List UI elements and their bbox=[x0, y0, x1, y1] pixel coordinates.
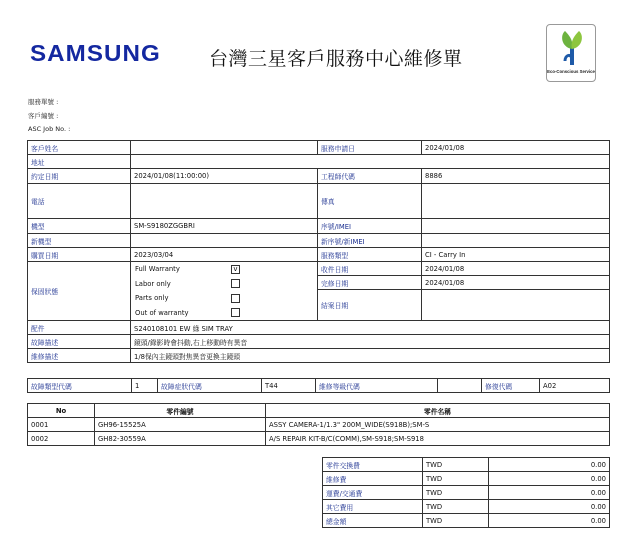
warranty-options bbox=[131, 262, 318, 321]
new-serial-value bbox=[422, 234, 610, 248]
service-order-label: 服務單號 : bbox=[28, 98, 59, 106]
repair-level-value bbox=[438, 379, 482, 393]
asc-job-label: ASC Job No. : bbox=[28, 125, 71, 133]
phone-label: 電話 bbox=[28, 184, 131, 219]
serial-label: 序號/IMEI bbox=[318, 219, 422, 234]
fee-currency: TWD bbox=[423, 472, 489, 486]
eco-conscious-badge bbox=[546, 24, 596, 82]
fault-symptom-label: 故障症狀代碼 bbox=[158, 379, 262, 393]
column-header-part-name: 零件名稱 bbox=[266, 404, 610, 418]
customer-name-value bbox=[131, 141, 318, 155]
table-row bbox=[28, 219, 610, 234]
table-row bbox=[28, 379, 610, 393]
fee-amount: 0.00 bbox=[489, 472, 610, 486]
page-title: 台灣三星客戶服務中心維修單 bbox=[209, 48, 463, 70]
warranty-option bbox=[135, 291, 314, 306]
table-row bbox=[28, 262, 610, 276]
table-row bbox=[28, 184, 610, 219]
part-no-cell: 0002 bbox=[28, 432, 95, 446]
warranty-option bbox=[135, 277, 314, 292]
model-value: SM-S9180ZGGBRI bbox=[131, 219, 318, 234]
appointment-label: 約定日期 bbox=[28, 169, 131, 184]
fee-amount: 0.00 bbox=[489, 500, 610, 514]
parts-table bbox=[27, 403, 610, 446]
fault-symptom-value: T44 bbox=[262, 379, 316, 393]
accessory-label: 配件 bbox=[28, 321, 131, 335]
fee-total-label: 總金額 bbox=[323, 514, 423, 528]
accessory-value: S240108101 EW 綠 SIM TRAY bbox=[131, 321, 610, 335]
table-row bbox=[28, 418, 610, 432]
appointment-value: 2024/01/08(11:00:00) bbox=[131, 169, 318, 184]
eco-leaf-icon bbox=[547, 25, 597, 69]
table-row bbox=[28, 155, 610, 169]
samsung-logo: SAMSUNG bbox=[30, 40, 161, 66]
customer-name-label: 客戶姓名 bbox=[28, 141, 131, 155]
table-row bbox=[28, 432, 610, 446]
fee-label: 維修費 bbox=[323, 472, 423, 486]
service-date-value: 2024/01/08 bbox=[422, 141, 610, 155]
part-no-cell: 0001 bbox=[28, 418, 95, 432]
fee-currency: TWD bbox=[423, 500, 489, 514]
table-row bbox=[323, 486, 610, 500]
service-date-label: 服務申請日 bbox=[318, 141, 422, 155]
fee-amount: 0.00 bbox=[489, 486, 610, 500]
codes-table bbox=[27, 378, 610, 393]
fault-type-label: 故障類型代碼 bbox=[28, 379, 132, 393]
address-value bbox=[131, 155, 610, 169]
engineer-label: 工程師代碼 bbox=[318, 169, 422, 184]
warranty-label: 保固狀態 bbox=[28, 262, 131, 321]
warranty-option-label: Parts only bbox=[135, 294, 169, 303]
part-number-cell: GH96-15525A bbox=[95, 418, 266, 432]
symptom-value: 鏡頭/錄影時會抖動,右上移動時有異音 bbox=[131, 335, 610, 349]
closed-label: 結案日期 bbox=[318, 290, 422, 321]
table-row bbox=[323, 514, 610, 528]
purchase-label: 購買日期 bbox=[28, 248, 131, 262]
part-number-cell: GH82-30559A bbox=[95, 432, 266, 446]
table-header-row bbox=[28, 404, 610, 418]
symptom-label: 故障描述 bbox=[28, 335, 131, 349]
fee-total-amount: 0.00 bbox=[489, 514, 610, 528]
table-row bbox=[28, 248, 610, 262]
part-name-cell: ASSY CAMERA-1/1.3" 200M_WIDE(S918B);SM-S bbox=[266, 418, 610, 432]
column-header-part-no: 零件編號 bbox=[95, 404, 266, 418]
fee-amount: 0.00 bbox=[489, 458, 610, 472]
model-label: 機型 bbox=[28, 219, 131, 234]
fax-label: 傳真 bbox=[318, 184, 422, 219]
fax-value bbox=[422, 184, 610, 219]
warranty-option bbox=[135, 262, 314, 277]
fee-label: 運費/交通費 bbox=[323, 486, 423, 500]
purchase-value: 2023/03/04 bbox=[131, 248, 318, 262]
serial-value bbox=[422, 219, 610, 234]
table-row bbox=[323, 458, 610, 472]
repair-code-value: A02 bbox=[540, 379, 610, 393]
warranty-checkbox bbox=[231, 279, 240, 288]
table-row bbox=[28, 169, 610, 184]
table-row bbox=[28, 335, 610, 349]
customer-id-label: 客戶編號 : bbox=[28, 112, 59, 120]
warranty-checkbox bbox=[231, 308, 240, 317]
fault-type-value: 1 bbox=[132, 379, 158, 393]
warranty-checkbox bbox=[231, 294, 240, 303]
fee-label: 其它費用 bbox=[323, 500, 423, 514]
warranty-option-label: Out of warranty bbox=[135, 308, 189, 317]
part-name-cell: A/S REPAIR KIT-B/C(COMM),SM-S918;SM-S918 bbox=[266, 432, 610, 446]
new-model-label: 新機型 bbox=[28, 234, 131, 248]
fee-label: 零件交換費 bbox=[323, 458, 423, 472]
table-row bbox=[28, 141, 610, 155]
warranty-option bbox=[135, 306, 314, 321]
received-label: 收件日期 bbox=[318, 262, 422, 276]
table-row bbox=[323, 500, 610, 514]
repair-code-label: 修復代碼 bbox=[482, 379, 540, 393]
table-row bbox=[28, 349, 610, 363]
fees-table bbox=[322, 457, 610, 528]
repair-desc-label: 維修描述 bbox=[28, 349, 131, 363]
service-type-value: CI - Carry In bbox=[422, 248, 610, 262]
warranty-option-label: Labor only bbox=[135, 279, 171, 288]
column-header-no: No bbox=[28, 404, 95, 418]
received-value: 2024/01/08 bbox=[422, 262, 610, 276]
repair-level-label: 維修等級代碼 bbox=[316, 379, 438, 393]
new-model-value bbox=[131, 234, 318, 248]
repaired-value: 2024/01/08 bbox=[422, 276, 610, 290]
closed-value bbox=[422, 290, 610, 321]
fee-currency: TWD bbox=[423, 486, 489, 500]
engineer-value: 8886 bbox=[422, 169, 610, 184]
warranty-option-label: Full Warranty bbox=[135, 265, 180, 274]
fee-currency: TWD bbox=[423, 458, 489, 472]
table-row bbox=[323, 472, 610, 486]
repair-desc-value: 1/8保內主鏡頭對焦異音更換主鏡頭 bbox=[131, 349, 610, 363]
service-info-table bbox=[27, 140, 610, 363]
fee-currency: TWD bbox=[423, 514, 489, 528]
eco-badge-text: Eco-Conscious Service bbox=[547, 69, 595, 74]
phone-value bbox=[131, 184, 318, 219]
warranty-checkbox: v bbox=[231, 265, 240, 274]
table-row bbox=[28, 234, 610, 248]
repaired-label: 完修日期 bbox=[318, 276, 422, 290]
service-type-label: 服務類型 bbox=[318, 248, 422, 262]
address-label: 地址 bbox=[28, 155, 131, 169]
table-row bbox=[28, 321, 610, 335]
new-serial-label: 新序號/新IMEI bbox=[318, 234, 422, 248]
